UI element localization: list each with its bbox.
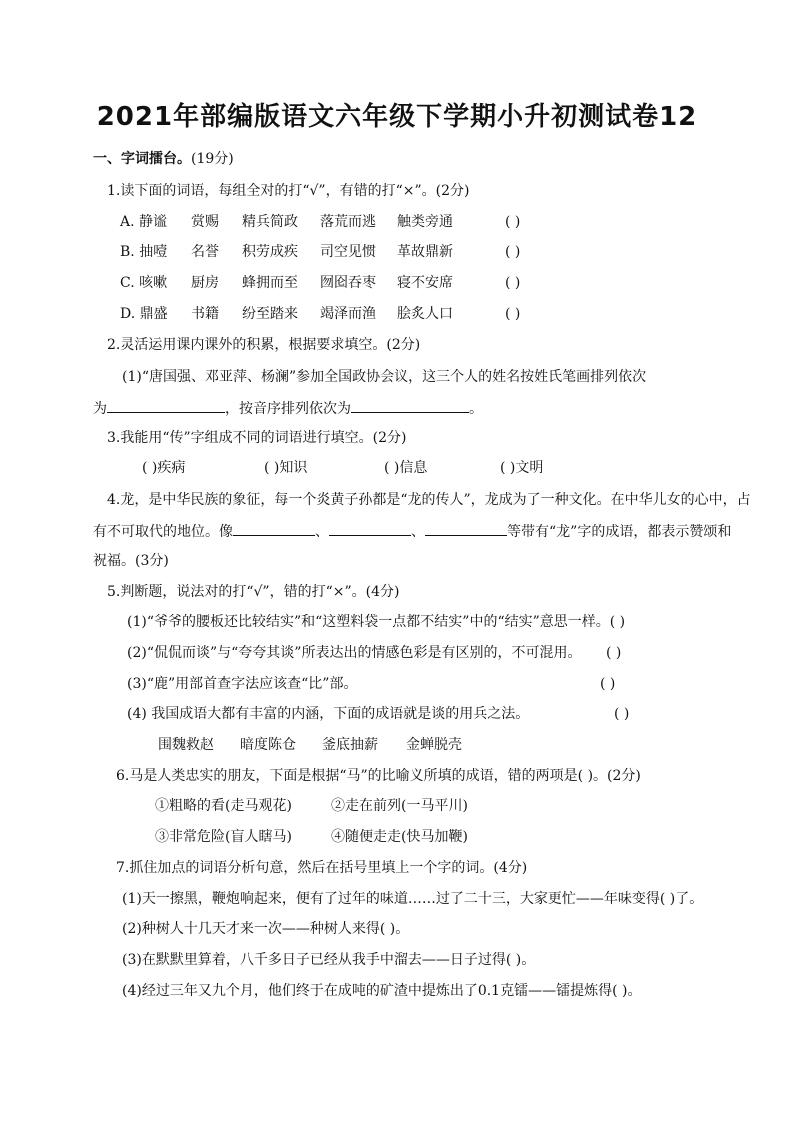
q4-line-3: 祝福。(3分) [93, 553, 169, 569]
q3-item[interactable]: ( )信息 [384, 460, 428, 476]
q4-sep: 、 [315, 524, 329, 540]
question-7-stem: 7.抓住加点的词语分析句意，然后在括号里填上一个字的词。(4分) [116, 860, 528, 876]
fill-blank[interactable] [425, 520, 507, 536]
q2-line-1: (1)“唐国强、邓亚萍、杨澜”参加全国政协会议，这三个人的姓名按姓氏笔画排列依次 [122, 369, 647, 385]
answer-paren[interactable]: ( ) [505, 306, 521, 322]
idiom: 釜底抽薪 [322, 737, 378, 753]
q3-item[interactable]: ( )疾病 [142, 460, 186, 476]
option-word: 纷至踏来 [242, 306, 298, 322]
q7-item: (2)种树人十几天才来一次——种树人来得( )。 [122, 921, 410, 937]
option-label: B. 抽噎 [120, 244, 168, 260]
idiom: 围魏救赵 [158, 737, 214, 753]
answer-paren[interactable]: ( ) [614, 706, 630, 722]
question-1-stem: 1.读下面的词语，每组全对的打“√”，有错的打“×”。(2分) [107, 183, 470, 199]
q2-middle: ，按音序排列依次为 [225, 401, 351, 417]
answer-paren[interactable]: ( ) [600, 676, 616, 692]
option-word: 赏赐 [191, 214, 219, 230]
q7-item: (1)天一擦黑，鞭炮响起来，便有了过年的味道……过了二十三，大家更忙——年味变得( )了。 [122, 891, 704, 907]
option-word: 落荒而逃 [320, 214, 376, 230]
question-2-stem: 2.灵活运用课内课外的积累，根据要求填空。(2分) [107, 337, 421, 353]
q5-item: (1)“爷爷的腰板还比较结实”和“这塑料袋一点都不结实”中的“结实”意思一样。( ) [127, 614, 626, 630]
idiom: 暗度陈仓 [240, 737, 296, 753]
option-word: 囫囵吞枣 [320, 275, 376, 291]
q4-line-1: 4.龙，是中华民族的象征，每一个炎黄子孙都是“龙的传人”，龙成为了一种文化。在中华儿女的心中，占 [107, 492, 751, 508]
q4-sep: 、 [411, 524, 425, 540]
answer-paren[interactable]: ( ) [505, 244, 521, 260]
q7-item: (3)在默默里算着，八千多日子已经从我手中溜去——日子过得( )。 [122, 952, 536, 968]
q2-prefix: 为 [93, 401, 107, 417]
option-word: 脍炙人口 [397, 306, 453, 322]
option-word: 司空见惯 [320, 244, 376, 260]
option-word: 蜂拥而至 [242, 275, 298, 291]
q4-prefix: 有不可取代的地位。像 [93, 524, 233, 540]
option-word: 书籍 [191, 306, 219, 322]
page-title: 2021年部编版语文六年级下学期小升初测试卷12 [96, 102, 698, 132]
question-5-stem: 5.判断题，说法对的打“√”，错的打“×”。(4分) [107, 584, 400, 600]
q2-line-2 [93, 397, 483, 419]
answer-paren[interactable]: ( ) [606, 645, 622, 661]
q5-item-text: (4) 我国成语大都有丰富的内涵，下面的成语就是谈的用兵之法。 [127, 706, 530, 722]
q5-item-text: (2)“侃侃而谈”与“夸夸其谈”所表达出的情感色彩是有区别的，不可混用。 [127, 645, 582, 661]
option-word: 竭泽而渔 [320, 306, 376, 322]
q6-option: ②走在前列(一马平川) [331, 798, 468, 814]
q4-end: 等带有“龙”字的成语，都表示赞颂和 [507, 524, 732, 540]
q7-item: (4)经过三年又九个月，他们终于在成吨的矿渣中提炼出了0.1克镭——镭提炼得( )。 [122, 983, 642, 999]
q2-end: 。 [469, 401, 483, 417]
q5-item-text: (3)“鹿”用部首查字法应该查“比”部。 [127, 676, 358, 692]
fill-blank[interactable] [329, 520, 411, 536]
q6-option: ④随便走走(快马加鞭) [331, 829, 468, 845]
fill-blank[interactable] [351, 397, 469, 413]
option-label: A. 静谧 [120, 214, 168, 230]
answer-paren[interactable]: ( ) [505, 214, 521, 230]
q3-item[interactable]: ( )文明 [500, 460, 544, 476]
option-word: 寝不安席 [397, 275, 453, 291]
answer-paren[interactable]: ( ) [505, 275, 521, 291]
section-score: (19分) [191, 151, 234, 167]
option-word: 名誉 [191, 244, 219, 260]
q3-item[interactable]: ( )知识 [264, 460, 308, 476]
q4-line-2 [93, 520, 731, 542]
option-word: 精兵简政 [242, 214, 298, 230]
option-label: D. 鼎盛 [120, 306, 168, 322]
fill-blank[interactable] [233, 520, 315, 536]
q6-option: ③非常危险(盲人瞎马) [155, 829, 292, 845]
option-word: 触类旁通 [397, 214, 453, 230]
option-word: 积劳成疾 [242, 244, 298, 260]
section-heading-text: 一、字词擂台。 [93, 151, 191, 167]
option-word: 革故鼎新 [397, 244, 453, 260]
option-label: C. 咳嗽 [120, 275, 168, 291]
idiom: 金蝉脱壳 [406, 737, 462, 753]
question-3-stem: 3.我能用“传”字组成不同的词语进行填空。(2分) [107, 430, 407, 446]
section-heading [93, 149, 234, 169]
q6-option: ①粗略的看(走马观花) [155, 798, 292, 814]
fill-blank[interactable] [107, 397, 225, 413]
question-6-stem: 6.马是人类忠实的朋友，下面是根据“马”的比喻义所填的成语，错的两项是( )。(2分) [116, 768, 641, 784]
option-word: 厨房 [191, 275, 219, 291]
